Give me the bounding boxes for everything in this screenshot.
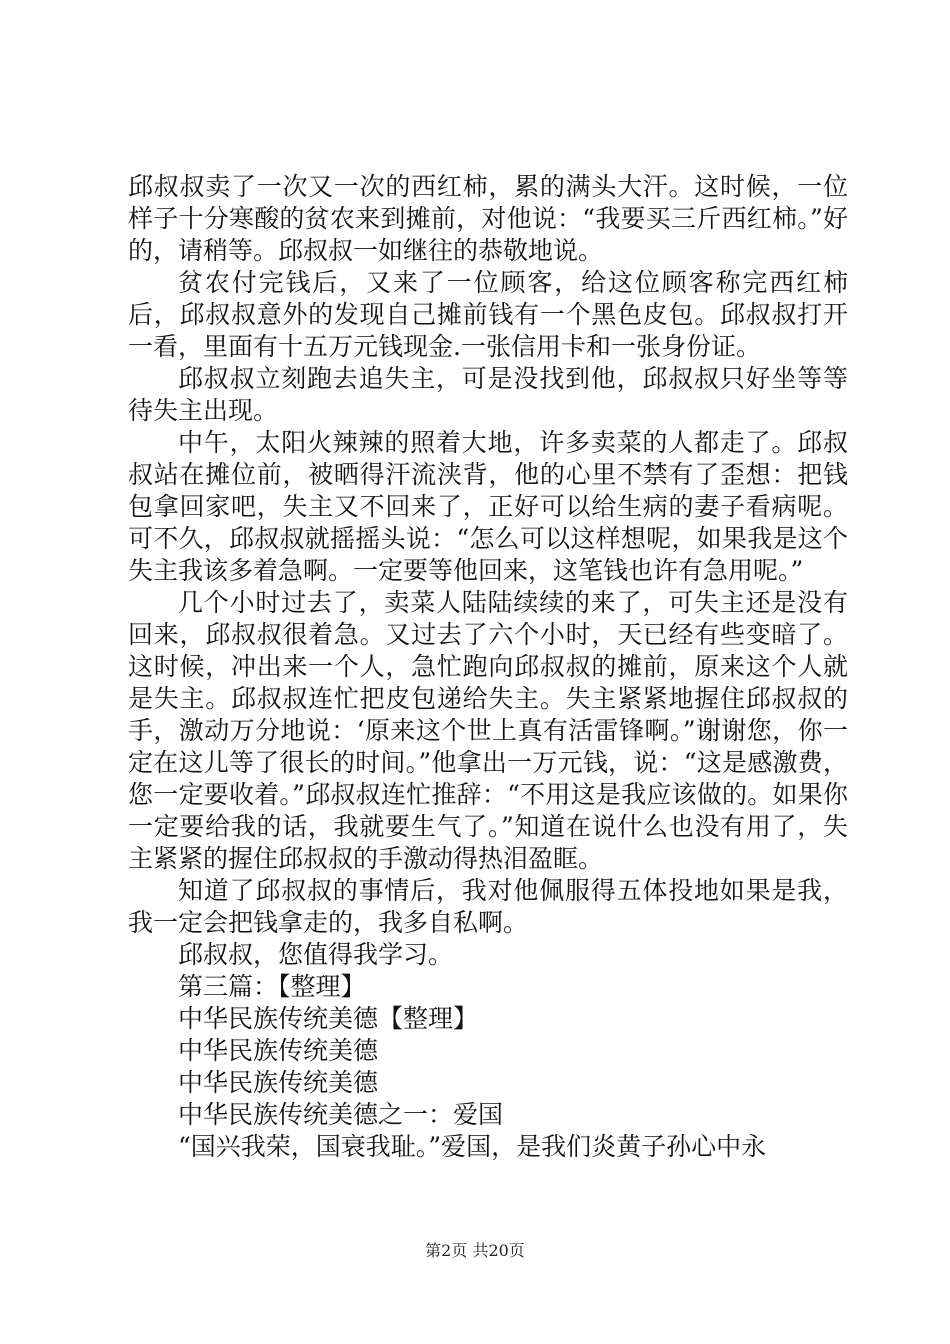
text-line-6: 中华民族传统美德之一：爱国 [178,1100,504,1129]
paragraph-1: 邱叔叔卖了一次又一次的西红柿，累的满头大汗。这时候，一位样子十分寒酸的贫农来到摊前，对他说：“我要买三斤西红柿。”好的，请稍等。邱叔叔一如继往的恭敬地说。 [128,172,848,265]
text-line-3: 中华民族传统美德【整理】 [178,1004,479,1033]
paragraph-3: 邱叔叔立刻跑去追失主，可是没找到他，邱叔叔只好坐等等待失主出现。 [128,364,848,425]
text-line-1: 邱叔叔，您值得我学习。 [178,940,454,969]
page-footer: 第2页 共20页 [425,1241,525,1260]
paragraph-6: 知道了邱叔叔的事情后，我对他佩服得五体投地如果是我，我一定会把钱拿走的，我多自私啊。 [128,876,848,937]
paragraph-4: 中午，太阳火辣辣的照着大地，许多卖菜的人都走了。邱叔叔站在摊位前，被晒得汗流浃背，他的心里不禁有了歪想：把钱包拿回家吧，失主又不回来了，正好可以给生病的妻子看病呢。可不久，邱叔叔就摇摇头说：“怎么可以这样想呢，如果我是这个失主我该多着急啊。一定要等他回来，这笔钱也许有急用呢。” [128,428,848,585]
section-heading: 第三篇：【整理】 [178,972,366,1001]
text-line-5: 中华民族传统美德 [178,1068,379,1097]
paragraph-2: 贫农付完钱后，又来了一位顾客，给这位顾客称完西红柿后，邱叔叔意外的发现自己摊前钱有一个黑色皮包。邱叔叔打开一看，里面有十五万元钱现金.一张信用卡和一张身份证。 [128,268,848,361]
paragraph-7: “国兴我荣，国衰我耻。”爱国，是我们炎黄子孙心中永 [178,1132,767,1161]
paragraph-5: 几个小时过去了，卖菜人陆陆续续的来了，可失主还是没有回来，邱叔叔很着急。又过去了六个小时，天已经有些变暗了。这时候，冲出来一个人，急忙跑向邱叔叔的摊前，原来这个人就是失主。邱叔叔连忙把皮包递给失主。失主紧紧地握住邱叔叔的手，激动万分地说：‘原来这个世上真有活雷锋啊。”谢谢您，你一定在这儿等了很长的时间。”他拿出一万元钱，说：“这是感激费，您一定要收着。”邱叔叔连忙推辞：“不用这是我应该做的。如果你一定要给我的话，我就要生气了。”知道在说什么也没有用了，失主紧紧的握住邱叔叔的手激动得热泪盈眶。 [128,588,848,873]
text-line-4: 中华民族传统美德 [178,1036,379,1065]
document-body [128,171,848,1163]
